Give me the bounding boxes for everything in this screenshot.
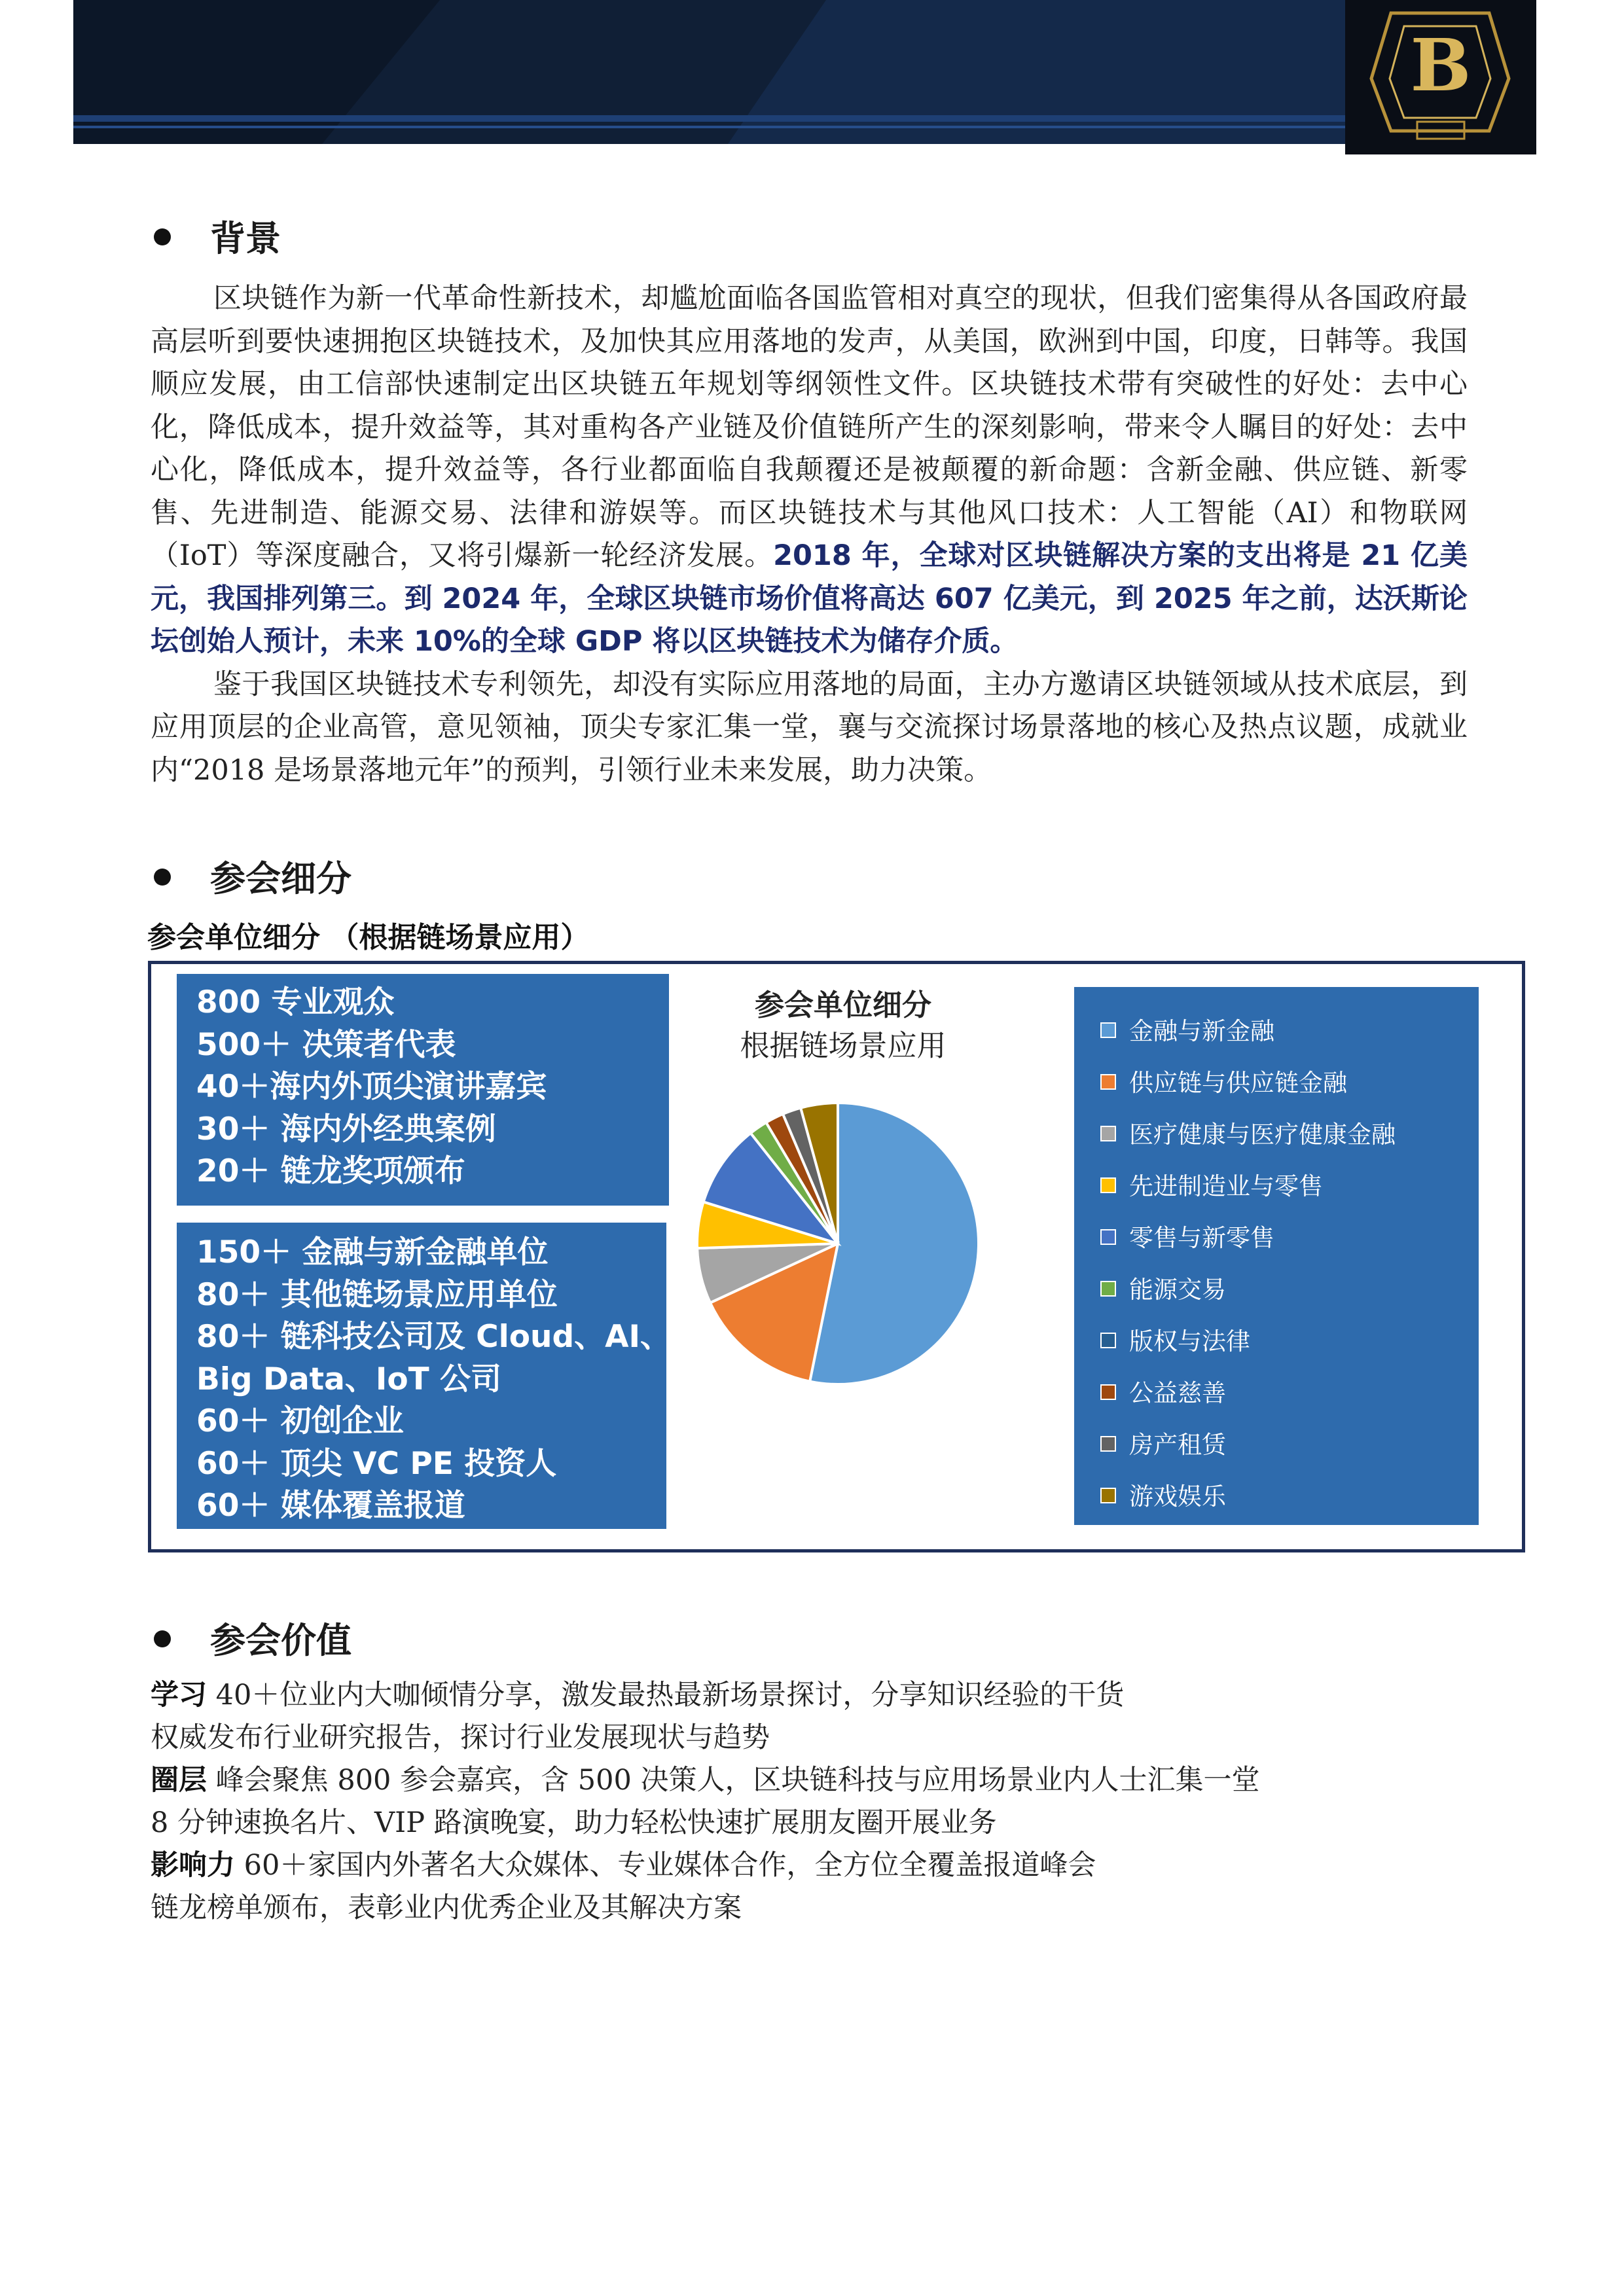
chart-title (725, 985, 961, 1066)
legend-swatch (1100, 1074, 1116, 1090)
bullet-icon (154, 869, 171, 886)
stat-line: 30＋ 海内外经典案例 (196, 1111, 496, 1147)
legend-label: 版权与法律 (1129, 1327, 1250, 1355)
header-banner (73, 0, 1373, 144)
legend-label: 房产租赁 (1129, 1431, 1226, 1459)
highlight-stats: 2018 年，全球对区块链解决方案的支出将是 21 亿美元，我国排列第三。到 2024 年，全球区块链市场价值将高达 607 亿美元，到 2025 年之前，达沃斯论坛创始人预计，未来 10%的全球 GDP 将以区块链技术为储存介质。 (151, 539, 1468, 658)
bullet-icon (154, 228, 171, 245)
value-label: 圈层 (151, 1764, 207, 1797)
value-line: 权威发布行业研究报告，探讨行业发展现状与趋势 (151, 1721, 770, 1754)
section-heading-breakdown: 参会细分 (154, 851, 352, 901)
legend-item (1129, 1264, 1479, 1316)
chart-title-main: 参会单位细分 (754, 988, 931, 1022)
background-paragraph-2: 鉴于我国区块链技术专利领先，却没有实际应用落地的局面，主办方邀请区块链领域从技术底层，到应用顶层的企业高管，意见领袖，顶尖专家汇集一堂，襄与交流探讨场景落地的核心及热点议题，成就业内“2018 是场景落地元年”的预判，引领行业未来发展，助力决策。 (151, 668, 1468, 787)
legend-item (1129, 1057, 1479, 1109)
stat-line: 20＋ 链龙奖项颁布 (196, 1153, 465, 1189)
legend-label: 公益慈善 (1129, 1379, 1226, 1407)
event-logo (1345, 0, 1536, 154)
value-label: 影响力 (151, 1849, 235, 1882)
legend-item (1129, 1419, 1479, 1471)
chart-legend (1074, 987, 1479, 1525)
legend-swatch (1100, 1022, 1116, 1038)
stat-line: 60＋ 初创企业 (196, 1403, 404, 1439)
attendee-stats-box (177, 974, 669, 1206)
legend-item (1129, 1212, 1479, 1264)
stat-line: 800 专业观众 (196, 984, 395, 1020)
legend-label: 能源交易 (1129, 1276, 1226, 1304)
legend-item (1129, 1367, 1479, 1419)
legend-label: 零售与新零售 (1129, 1224, 1274, 1252)
legend-label: 先进制造业与零售 (1129, 1172, 1323, 1200)
section-heading-value: 参会价值 (154, 1613, 352, 1663)
svg-text:B: B (1410, 23, 1471, 107)
legend-label: 供应链与供应链金融 (1129, 1069, 1347, 1097)
legend-label: 医疗健康与医疗健康金融 (1129, 1121, 1396, 1149)
legend-item (1129, 1005, 1479, 1057)
chart-subtitle: 根据链场景应用 (740, 1028, 947, 1063)
legend-swatch (1100, 1488, 1116, 1503)
bullet-icon (154, 1630, 171, 1647)
legend-swatch (1100, 1229, 1116, 1245)
value-line: 8 分钟速换名片、VIP 路演晚宴，助力轻松快速扩展朋友圈开展业务 (151, 1806, 997, 1839)
organization-stats-box (177, 1223, 671, 1529)
value-line: 圈层 峰会聚焦 800 参会嘉宾，含 500 决策人，区块链科技与应用场景业内人士汇集一堂 (151, 1764, 1260, 1797)
legend-item (1129, 1316, 1479, 1367)
legend-swatch (1100, 1436, 1116, 1452)
legend-swatch (1100, 1384, 1116, 1400)
legend-item (1129, 1109, 1479, 1160)
breakdown-subtitle: 参会单位细分 （根据链场景应用） (147, 921, 590, 954)
stat-line: 60＋ 媒体覆盖报道 (196, 1488, 465, 1524)
value-label: 学习 (151, 1679, 207, 1712)
legend-label: 金融与新金融 (1129, 1017, 1274, 1045)
stat-line: 60＋ 顶尖 VC PE 投资人 (196, 1445, 557, 1482)
legend-swatch (1100, 1177, 1116, 1193)
background-text (151, 278, 1468, 792)
legend-label: 游戏娱乐 (1129, 1482, 1226, 1511)
value-line: 学习 40＋位业内大咖倾情分享，激发最热最新场景探讨，分享知识经验的干货 (151, 1679, 1125, 1712)
legend-swatch (1100, 1126, 1116, 1141)
stat-line: 80＋ 其他链场景应用单位 (196, 1276, 558, 1313)
stat-line: 40＋海内外顶尖演讲嘉宾 (196, 1069, 547, 1105)
stat-line: 150＋ 金融与新金融单位 (196, 1234, 549, 1270)
value-line: 影响力 60＋家国内外著名大众媒体、专业媒体合作，全方位全覆盖报道峰会 (151, 1849, 1096, 1882)
legend-item (1129, 1160, 1479, 1212)
legend-swatch (1100, 1281, 1116, 1297)
stat-line: 500＋ 决策者代表 (196, 1026, 456, 1063)
legend-item (1129, 1471, 1479, 1522)
legend-swatch (1100, 1333, 1116, 1348)
value-list (151, 1674, 1260, 1929)
stat-line: 80＋ 链科技公司及 Cloud、AI、 (196, 1319, 671, 1355)
section-heading-background: 背景 (154, 211, 281, 261)
pie-chart (681, 1086, 995, 1401)
value-line: 链龙榜单颁布，表彰业内优秀企业及其解决方案 (151, 1892, 742, 1924)
background-paragraph-1: 区块链作为新一代革命性新技术，却尴尬面临各国监管相对真空的现状，但我们密集得从各国政府最高层听到要快速拥抱区块链技术，及加快其应用落地的发声，从美国，欧洲到中国，印度，日韩等。我国顺应发展，由工信部快速制定出区块链五年规划等纲领性文件。区块链技术带有突破性的好处：去中心化，降低成本，提升效益等，其对重构各产业链及价值链所产生的深刻影响，带来令人瞩目的好处：去中心化，降低成本，提升效益等，各行业都面临自我颠覆还是被颠覆的新命题：含新金融、供应链、新零售、先进制造、能源交易、法律和游娱等。而区块链技术与其他风口技术：人工智能（AI）和物联网（IoT）等深度融合，又将引爆新一轮经济发展。2018 年，全球对区块链解决方案的支出将是 21 亿美元，我国排列第三。到 2024 年，全球区块链市场价值将高达 607 亿美元，到 2025 年之前，达沃斯论坛创始人预计，未来 10%的全球 GDP 将以区块链技术为储存介质。 (151, 282, 1468, 658)
stat-line: Big Data、IoT 公司 (196, 1361, 502, 1397)
